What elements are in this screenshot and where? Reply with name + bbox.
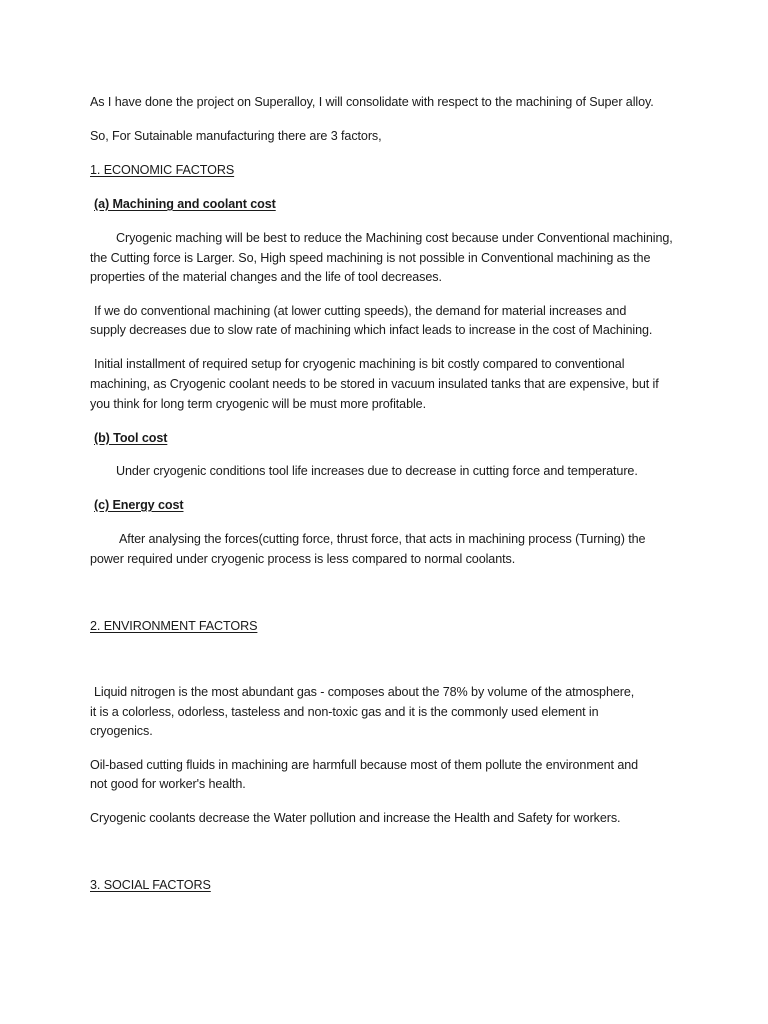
paragraph-line: machining, as Cryogenic coolant needs to be stored in vacuum insulated tanks that are expensive, but if [90, 377, 659, 391]
paragraph-line: If we do conventional machining (at lower cutting speeds), the demand for material increases and [94, 304, 627, 318]
paragraph-line: not good for worker's health. [90, 777, 246, 791]
paragraph-line: Initial installment of required setup for cryogenic machining is bit costly compared to conventional [94, 357, 625, 371]
intro-line: So, For Sutainable manufacturing there are 3 factors, [90, 129, 382, 143]
paragraph-line: Cryogenic maching will be best to reduce the Machining cost because under Conventional machining, [116, 231, 673, 245]
machining-cost-heading: (a) Machining and coolant cost [94, 197, 276, 211]
economic-factors-heading: 1. ECONOMIC FACTORS [90, 163, 235, 177]
paragraph-line: cryogenics. [90, 724, 153, 738]
paragraph-line: supply decreases due to slow rate of machining which infact leads to increase in the cost of Machining. [90, 323, 653, 337]
paragraph-line: power required under cryogenic process is less compared to normal coolants. [90, 552, 516, 566]
paragraph-line: Oil-based cutting fluids in machining are harmfull because most of them pollute the environment and [90, 758, 639, 772]
paragraph-line: After analysing the forces(cutting force, thrust force, that acts in machining process (Turning) the [119, 532, 646, 546]
intro-line: As I have done the project on Superalloy, I will consolidate with respect to the machining of Super alloy. [90, 95, 654, 109]
paragraph-line: the Cutting force is Larger. So, High speed machining is not possible in Conventional machining as the [90, 251, 651, 265]
energy-cost-heading: (c) Energy cost [94, 498, 184, 512]
paragraph-line: Liquid nitrogen is the most abundant gas - composes about the 78% by volume of the atmosphere, [94, 685, 635, 699]
environment-factors-heading: 2. ENVIRONMENT FACTORS [90, 619, 258, 633]
paragraph-line: you think for long term cryogenic will be must more profitable. [90, 397, 426, 411]
social-factors-heading: 3. SOCIAL FACTORS [90, 878, 211, 892]
tool-cost-heading: (b) Tool cost [94, 431, 168, 445]
paragraph-line: Under cryogenic conditions tool life increases due to decrease in cutting force and temperature. [116, 464, 638, 478]
paragraph-line: it is a colorless, odorless, tasteless and non-toxic gas and it is the commonly used element in [90, 705, 599, 719]
paragraph-line: Cryogenic coolants decrease the Water pollution and increase the Health and Safety for workers. [90, 811, 621, 825]
paragraph-line: properties of the material changes and the life of tool decreases. [90, 270, 442, 284]
